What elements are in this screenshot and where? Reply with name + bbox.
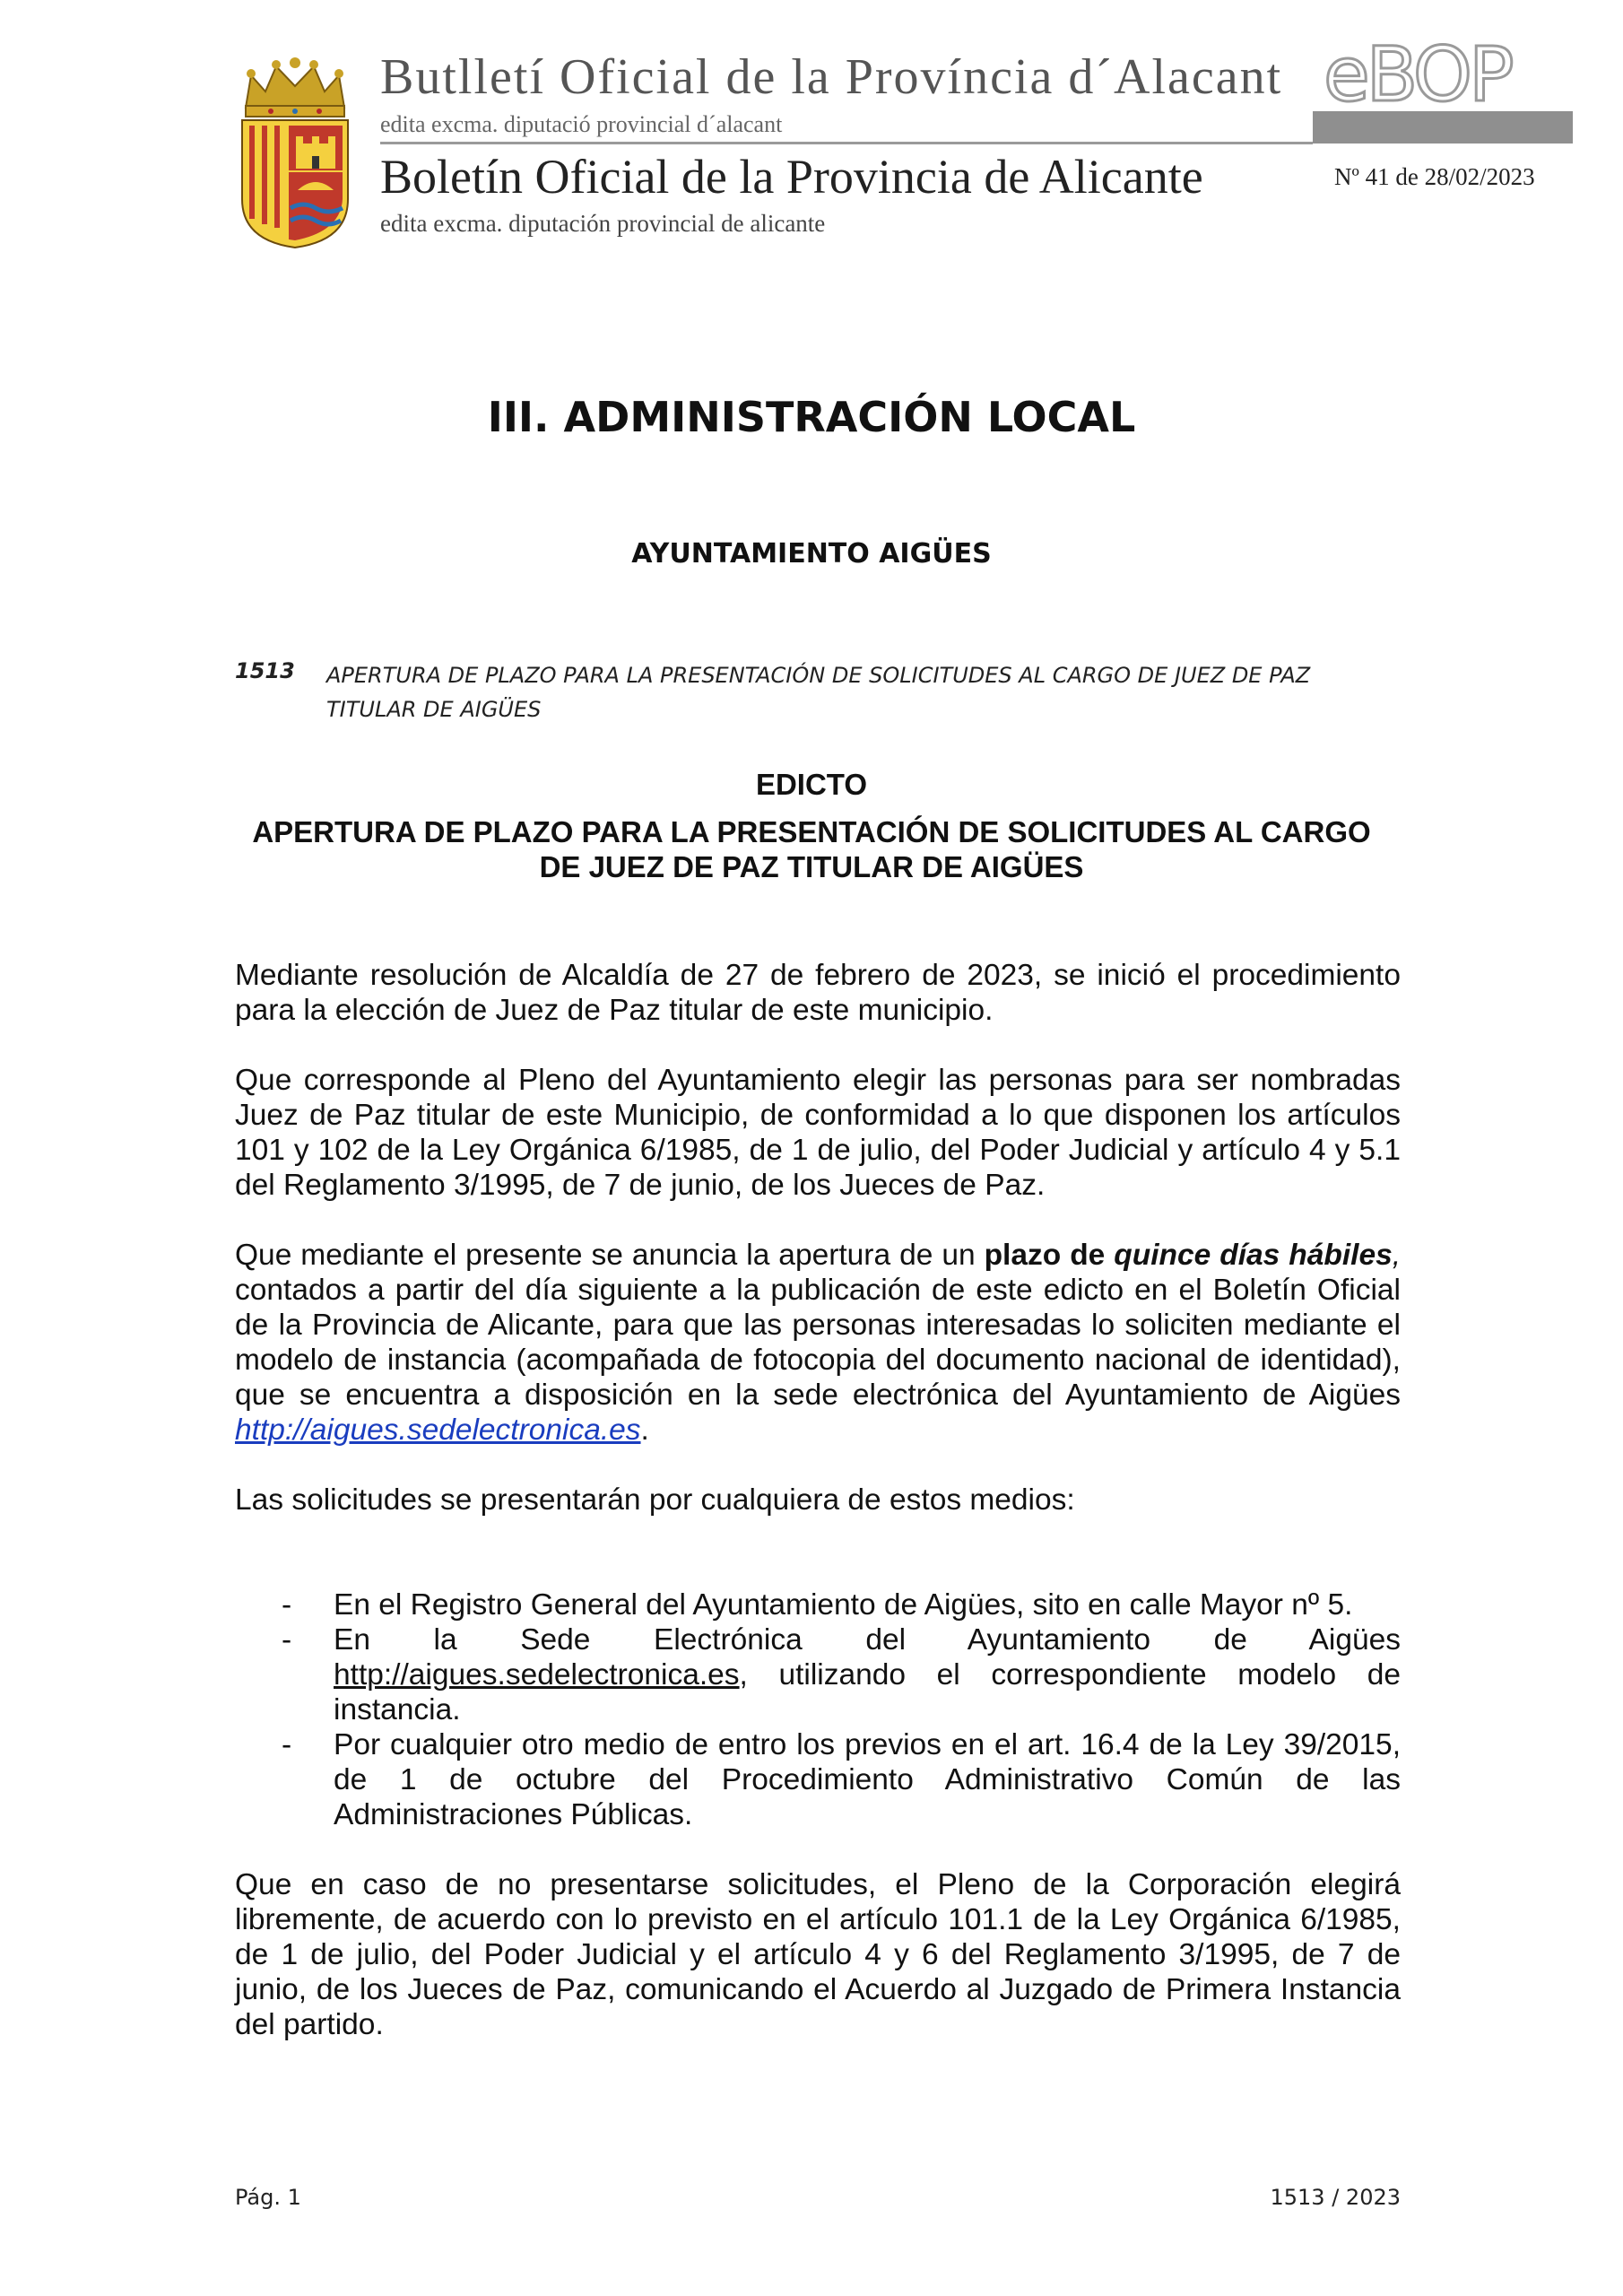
deadline-bold: plazo de: [984, 1239, 1115, 1272]
sede-electronica-link-2[interactable]: http://aigues.sedelectronica.es: [334, 1658, 740, 1692]
section-heading: III. ADMINISTRACIÓN LOCAL: [487, 393, 1136, 441]
edict-body: [235, 958, 1401, 2042]
entity-heading: AYUNTAMIENTO AIGÜES: [631, 538, 992, 570]
issue-number: Nº 41 de 28/02/2023: [1334, 163, 1535, 190]
list-dash: -: [282, 1588, 292, 1622]
sede-electronica-link[interactable]: http://aigues.sedelectronica.es: [235, 1413, 641, 1447]
deadline-end: .: [640, 1413, 649, 1447]
list-item-sede-intro: En la Sede Electrónica del Ayuntamiento de Aigües: [334, 1623, 1401, 1657]
announcement-number: 1513: [235, 658, 295, 683]
deadline-period: quince días hábiles: [1114, 1239, 1393, 1272]
bulletin-editor-valencian: edita excma. diputació provincial d´alacant: [380, 111, 783, 137]
edict-title: EDICTO: [755, 768, 868, 801]
paragraph-deadline: [235, 1238, 1401, 1448]
ebop-logo-text: eBOP: [1324, 36, 1511, 109]
deadline-intro: Que mediante el presente se anuncia la apertura de un: [235, 1239, 985, 1272]
header-divider: [380, 142, 1313, 144]
list-item-registry: En el Registro General del Ayuntamiento de Aigües, sito en calle Mayor nº 5.: [334, 1588, 1353, 1622]
deadline-comma: ,: [1392, 1239, 1402, 1272]
paragraph-competence: Que corresponde al Pleno del Ayuntamiento elegir las personas para ser nombradas Juez de Paz titular de este Municipio, de conformidad a lo que disponen los artículos 101 y 102 de la Ley Orgánica 6/1985, de 1 de julio, del Poder Judicial y artículo 4 y 5.1 del Reglamento 3/1995, de 7 de junio, de los Jueces de Paz.: [235, 1064, 1401, 1202]
submission-means-list: [235, 1587, 1401, 1832]
bulletin-title-valencian: Butlletí Oficial de la Província d´Alacant: [380, 49, 1283, 105]
deadline-details: contados a partir del día siguiente a la publicación de este edicto en el Boletín Oficial de la Provincia de Alicante, para que las personas interesadas lo soliciten mediante el modelo de instancia (acompañada de fotocopia del documento nacional de identidad), que se encuentra a disposición en la sede electrónica del Ayuntamiento de Aigües: [235, 1274, 1401, 1412]
header-band: [1313, 111, 1573, 144]
page-number: Pág. 1: [235, 2185, 301, 2210]
edict-subtitle: APERTURA DE PLAZO PARA LA PRESENTACIÓN DE SOLICITUDES AL CARGO DE JUEZ DE PAZ TITULAR DE AIGÜES: [252, 815, 1371, 883]
list-item: [235, 1622, 1401, 1727]
bulletin-title-spanish: Boletín Oficial de la Provincia de Alicante: [380, 150, 1203, 204]
list-item-sede-rest: , utilizando el correspondiente modelo de instancia.: [334, 1658, 1401, 1726]
document-reference: 1513 / 2023: [1270, 2185, 1401, 2210]
bulletin-editor-spanish: edita excma. diputación provincial de alicante: [380, 210, 826, 237]
paragraph-no-applications: Que en caso de no presentarse solicitudes, el Pleno de la Corporación elegirá libremente, de acuerdo con lo previsto en el artículo 101.1 de la Ley Orgánica 6/1985, de 1 de julio, del Poder Judicial y el artículo 4 y 6 del Reglamento 3/1995, de 7 de junio, de los Jueces de Paz, comunicando el Acuerdo al Juzgado de Primera Instancia del partido.: [235, 1868, 1401, 2041]
list-dash: -: [282, 1623, 292, 1657]
list-dash: -: [282, 1728, 292, 1761]
ebop-logo: [1322, 36, 1564, 109]
list-item: [235, 1587, 1401, 1622]
list-item-other-means: Por cualquier otro medio de entro los previos en el art. 16.4 de la Ley 39/2015, de 1 de octubre del Procedimiento Administrativo Común de las Administraciones Públicas.: [334, 1728, 1401, 1831]
spacer: [235, 1518, 1401, 1587]
list-item: [235, 1727, 1401, 1832]
announcement-title: APERTURA DE PLAZO PARA LA PRESENTACIÓN DE SOLICITUDES AL CARGO DE JUEZ DE PAZ TITULAR DE AIGÜES: [326, 663, 1311, 722]
coat-of-arms-icon: [235, 56, 355, 251]
paragraph-means-intro: Las solicitudes se presentarán por cualquiera de estos medios:: [235, 1483, 1075, 1517]
paragraph-resolution: Mediante resolución de Alcaldía de 27 de febrero de 2023, se inició el procedimiento para la elección de Juez de Paz titular de este municipio.: [235, 959, 1401, 1027]
